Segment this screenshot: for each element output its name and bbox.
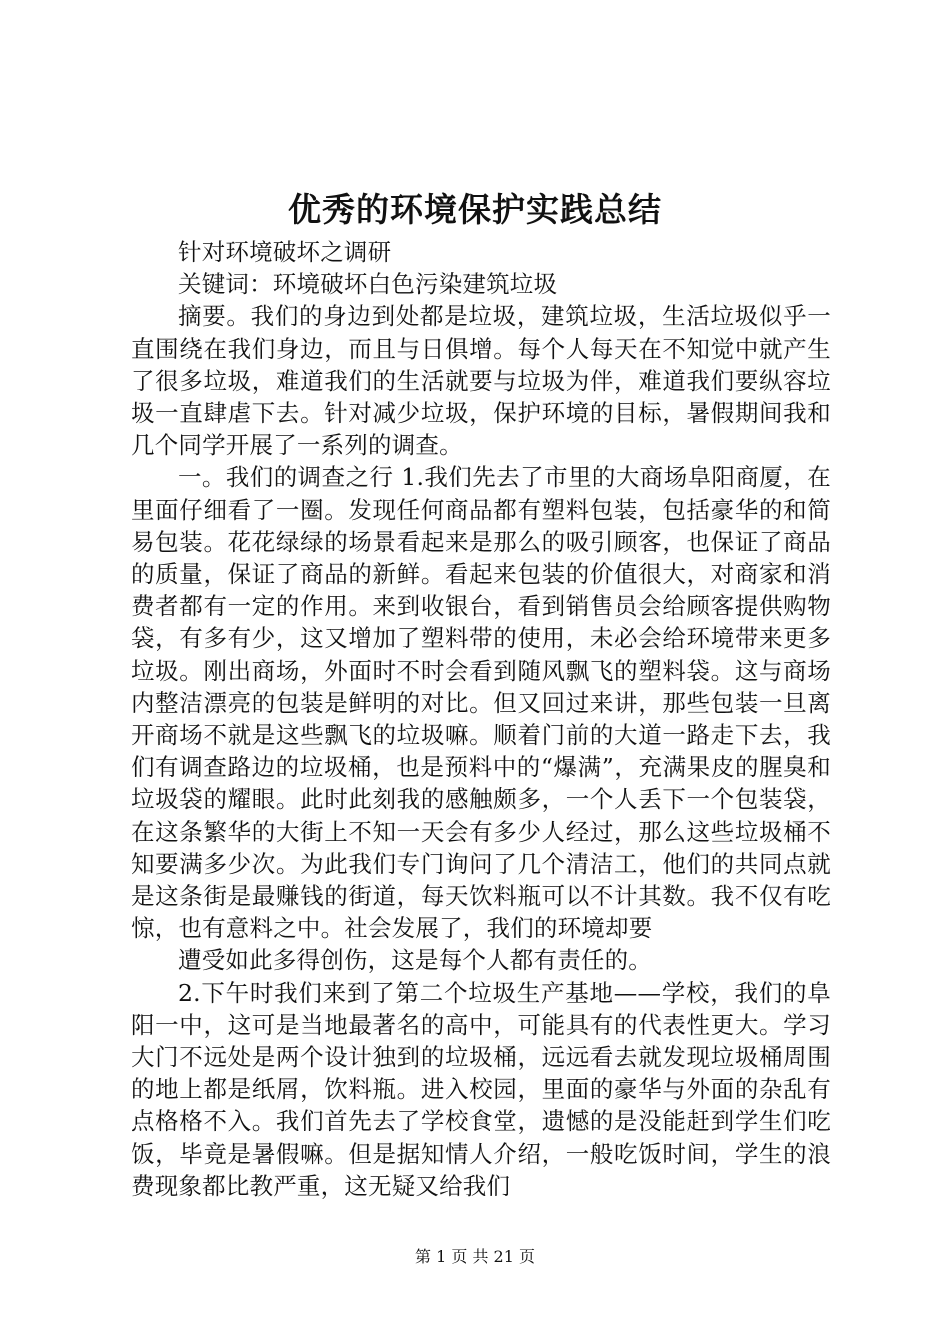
subtitle-paragraph: 针对环境破坏之调研	[178, 238, 392, 266]
abstract-paragraph: 摘要。我们的身边到处都是垃圾，建筑垃圾，生活垃圾似乎一直围绕在我们身边，而且与日俱增。每个人每天在不知觉中就产生了很多垃圾，难道我们的生活就要与垃圾为伴，难道我们要纵容垃圾一直肆虐下去。针对减少垃圾，保护环境的目标，暑假期间我和几个同学开展了一系列的调查。	[131, 302, 831, 460]
document-title: 优秀的环境保护实践总结	[288, 190, 662, 229]
body-paragraph: 2.下午时我们来到了第二个垃圾生产基地——学校，我们的阜阳一中，这可是当地最著名的高中，可能具有的代表性更大。学习大门不远处是两个设计独到的垃圾桶，远远看去就发现垃圾桶周围的地上都是纸屑，饮料瓶。进入校园，里面的豪华与外面的杂乱有点格格不入。我们首先去了学校食堂，遗憾的是没能赶到学生们吃饭，毕竟是暑假嘛。但是据知情人介绍，一般吃饭时间，学生的浪费现象都比教严重，这无疑又给我们	[131, 978, 831, 1200]
document-body	[131, 236, 831, 1202]
keywords-paragraph: 关键词：环境破坏白色污染建筑垃圾	[178, 270, 558, 299]
body-paragraph: 一。我们的调查之行 1.我们先去了市里的大商场阜阳商厦，在里面仔细看了一圈。发现任何商品都有塑料包装，包括豪华的和简易包装。花花绿绿的场景看起来是那么的吸引顾客，也保证了商品的质量，保证了商品的新鲜。看起来包装的价值很大，对商家和消费者都有一定的作用。来到收银台，看到销售员会给顾客提供购物袋，有多有少，这又增加了塑料带的使用，未必会给环境带来更多垃圾。刚出商场，外面时不时会看到随风飘飞的塑料袋。这与商场内整洁漂亮的包装是鲜明的对比。但又回过来讲，那些包装一旦离开商场不就是这些飘飞的垃圾嘛。顺着门前的大道一路走下去，我们有调查路边的垃圾桶，也是预料中的“爆满”，充满果皮的腥臭和垃圾袋的耀眼。此时此刻我的感触颇多，一个人丢下一个包装袋，在这条繁华的大街上不知一天会有多少人经过，那么这些垃圾桶不知要满多少次。为此我们专门询问了几个清洁工，他们的共同点就是这条街是最赚钱的街道，每天饮料瓶可以不计其数。我不仅有吃惊，也有意料之中。社会发展了，我们的环境却要	[131, 463, 831, 943]
page-number-footer: 第 1 页 共 21 页	[415, 1247, 535, 1266]
body-paragraph: 遭受如此多得创伤，这是每个人都有责任的。	[178, 946, 652, 975]
